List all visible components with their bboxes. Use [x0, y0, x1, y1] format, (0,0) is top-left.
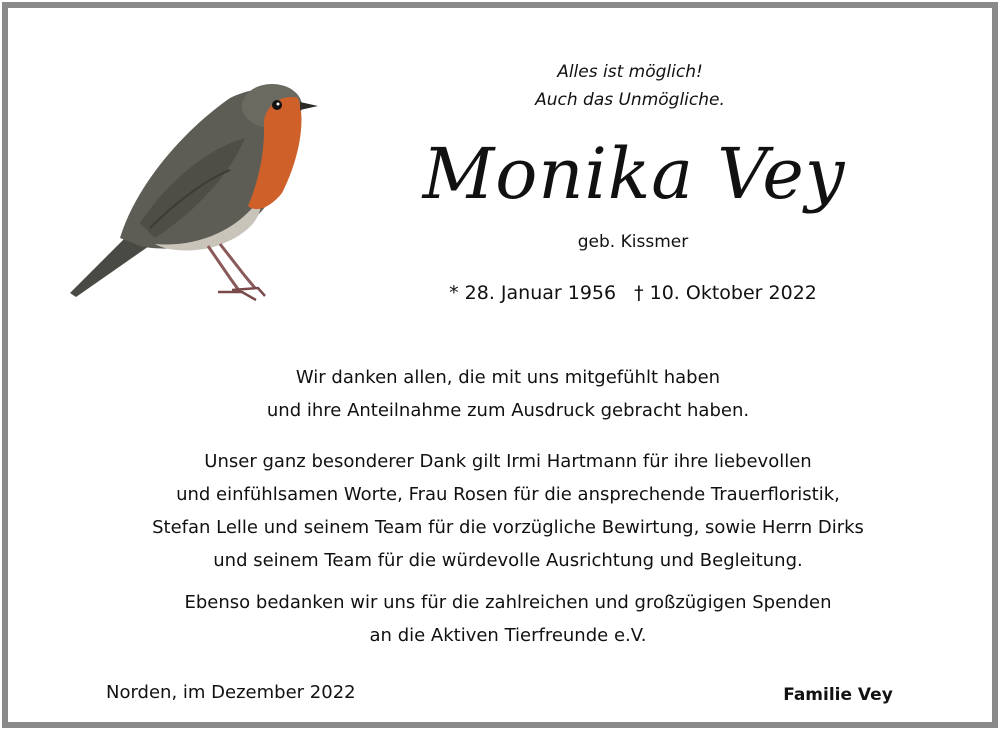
text-line: Stefan Lelle und seinem Team für die vorzügliche Bewirtung, sowie Herrn Dirks [152, 517, 864, 538]
thanks-paragraph-3 [68, 586, 948, 652]
motto-line-1: Alles ist möglich! [557, 62, 703, 82]
robin-bird-icon [60, 78, 320, 308]
death-date: † 10. Oktober 2022 [634, 282, 817, 304]
thanks-paragraph-2 [68, 445, 948, 577]
text-line: und ihre Anteilnahme zum Ausdruck gebracht haben. [266, 400, 750, 421]
birth-name: geb. Kissmer [577, 232, 689, 252]
thanks-paragraph-1 [68, 361, 948, 427]
text-line: an die Aktiven Tierfreunde e.V. [369, 625, 647, 646]
text-line: Ebenso bedanken wir uns für die zahlreichen und großzügigen Spenden [184, 592, 832, 613]
motto-line-2: Auch das Unmögliche. [535, 90, 725, 110]
birth-date: * 28. Januar 1956 [449, 282, 617, 304]
life-dates [378, 278, 888, 308]
signature: Familie Vey [783, 685, 893, 705]
notice-frame [2, 2, 998, 728]
text-line: und einfühlsamen Worte, Frau Rosen für die ansprechende Trauerfloristik, [176, 484, 840, 505]
text-line: Wir danken allen, die mit uns mitgefühlt haben [295, 367, 721, 388]
text-line: und seinem Team für die würdevolle Ausrichtung und Begleitung. [213, 550, 803, 571]
motto [480, 58, 780, 114]
place-date: Norden, im Dezember 2022 [106, 682, 356, 703]
deceased-name: Monika Vey [422, 133, 846, 215]
text-line: Unser ganz besonderer Dank gilt Irmi Hartmann für ihre liebevollen [204, 451, 812, 472]
